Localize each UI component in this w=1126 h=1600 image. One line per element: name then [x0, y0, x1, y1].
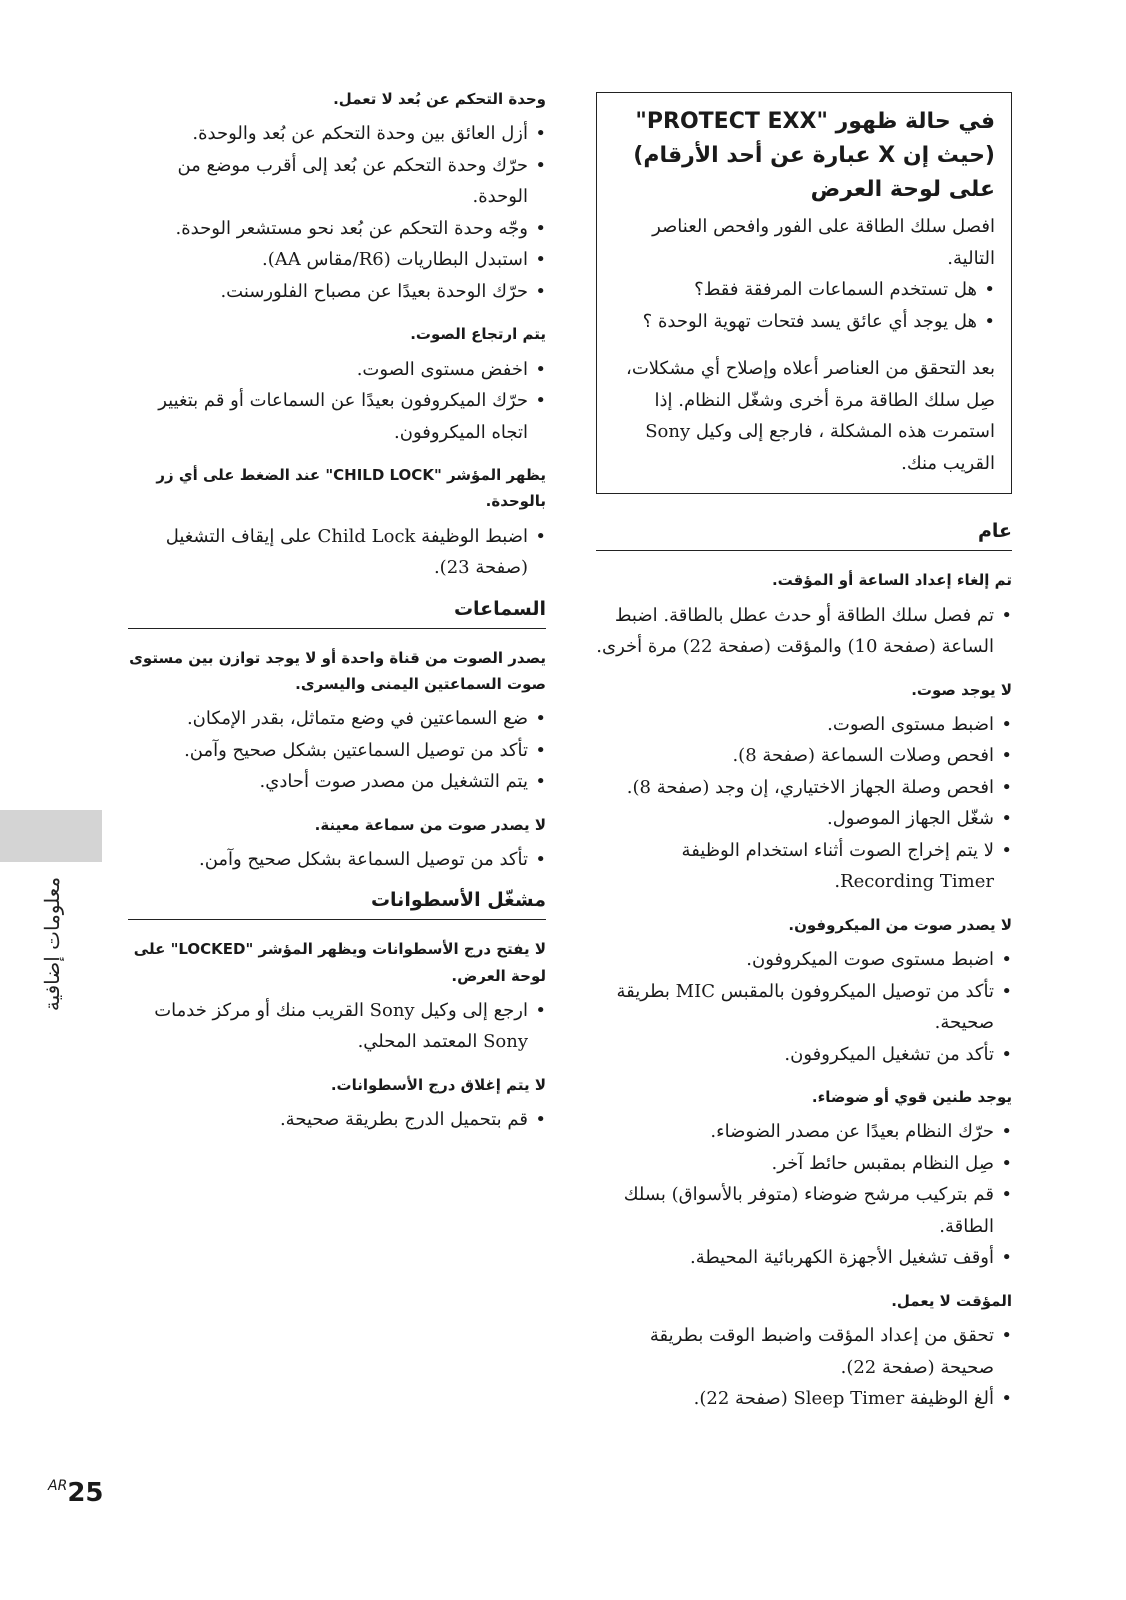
- list-item: • صِل النظام بمقبس حائط آخر.: [596, 1148, 1012, 1180]
- list-item: • أزل العائق بين وحدة التحكم عن بُعد والوحدة.: [128, 118, 546, 150]
- list-item: • تأكد من تشغيل الميكروفون.: [596, 1039, 1012, 1071]
- sub-heading: تم إلغاء إعداد الساعة أو المؤقت.: [771, 571, 1012, 590]
- sub-heading: يصدر الصوت من قناة واحدة أو لا يوجد توازن بين مستوى صوت السماعتين اليمنى واليسرى.: [129, 648, 546, 693]
- bullet-list: [128, 703, 546, 798]
- list-item: • حرّك الميكروفون بعيدًا عن السماعات أو قم بتغيير اتجاه الميكروفون.: [128, 385, 546, 448]
- sub-heading: يتم ارتجاع الصوت.: [410, 325, 546, 344]
- sub-heading: يظهر المؤشر "CHILD LOCK" عند الضغط على أي زر بالوحدة.: [156, 466, 546, 511]
- protect-box-intro: افصل سلك الطاقة على الفور وافحص العناصر التالية.: [652, 216, 995, 269]
- section-divider: [128, 919, 546, 920]
- protect-box-title: في حالة ظهور "PROTECT EXX" (حيث إن X عبارة عن أحد الأرقام) على لوحة العرض: [633, 109, 995, 203]
- list-item: • تأكد من توصيل السماعة بشكل صحيح وآمن.: [128, 844, 546, 876]
- list-item: • يتم التشغيل من مصدر صوت أحادي.: [128, 766, 546, 798]
- list-item: • تحقق من إعداد المؤقت واضبط الوقت بطريقة صحيحة (صفحة 22).: [596, 1320, 1012, 1383]
- protect-box-after: بعد التحقق من العناصر أعلاه وإصلاح أي مشكلات، صِل سلك الطاقة مرة أخرى وشغّل النظام. إذا استمرت هذه المشكلة ، فارجع إلى وكيل Sony القريب منك.: [626, 358, 995, 474]
- right-column: [596, 92, 1012, 1429]
- sub-heading: لا يفتح درج الأسطوانات ويظهر المؤشر "LOCKED" على لوحة العرض.: [133, 940, 546, 985]
- list-item: • حرّك النظام بعيدًا عن مصدر الضوضاء.: [596, 1116, 1012, 1148]
- protect-checks-list: [613, 274, 995, 337]
- list-item: • اخفض مستوى الصوت.: [128, 354, 546, 386]
- bullet-list: [128, 995, 546, 1058]
- sub-heading: وحدة التحكم عن بُعد لا تعمل.: [333, 90, 546, 108]
- bullet-list: [596, 944, 1012, 1070]
- bullet-list: [596, 709, 1012, 898]
- list-item: • اضبط مستوى صوت الميكروفون.: [596, 944, 1012, 976]
- sub-heading: لا يتم إغلاق درج الأسطوانات.: [330, 1075, 546, 1094]
- list-item: • شغّل الجهاز الموصول.: [596, 803, 1012, 835]
- list-item: • استبدل البطاريات (R6/مقاس AA).: [128, 244, 546, 276]
- list-item: • هل يوجد أي عائق يسد فتحات تهوية الوحدة ؟: [613, 306, 995, 338]
- bullet-list: [596, 1320, 1012, 1415]
- list-item: • قم بتحميل الدرج بطريقة صحيحة.: [128, 1104, 546, 1136]
- list-item: • هل تستخدم السماعات المرفقة فقط؟: [613, 274, 995, 306]
- bullet-list: [128, 844, 546, 876]
- protect-warning-box: [596, 92, 1012, 494]
- page-number: [48, 1478, 104, 1508]
- bullet-list: [128, 1104, 546, 1136]
- list-item: • قم بتركيب مرشح ضوضاء (متوفر بالأسواق) بسلك الطاقة.: [596, 1179, 1012, 1242]
- sub-heading: لا يوجد صوت.: [911, 680, 1012, 699]
- list-item: • اضبط الوظيفة Child Lock على إيقاف التشغيل (صفحة 23).: [128, 521, 546, 584]
- list-item: • حرّك الوحدة بعيدًا عن مصباح الفلورسنت.: [128, 276, 546, 308]
- bullet-list: [128, 521, 546, 584]
- list-item: • ألغ الوظيفة Sleep Timer (صفحة 22).: [596, 1383, 1012, 1415]
- section-title-disc-player: مشغّل الأسطوانات: [370, 889, 546, 912]
- sub-heading: لا يصدر صوت من الميكروفون.: [788, 915, 1012, 934]
- list-item: • تأكد من توصيل السماعتين بشكل صحيح وآمن.: [128, 735, 546, 767]
- bullet-list: [128, 118, 546, 307]
- page-number-value: 25: [67, 1478, 104, 1508]
- list-item: • تأكد من توصيل الميكروفون بالمقبس MIC بطريقة صحيحة.: [596, 976, 1012, 1039]
- list-item: • افحص وصلات السماعة (صفحة 8).: [596, 740, 1012, 772]
- side-section-tab: [0, 810, 102, 862]
- section-title-general: عام: [977, 520, 1012, 543]
- list-item: • لا يتم إخراج الصوت أثناء استخدام الوظيفة Recording Timer.: [596, 835, 1012, 898]
- left-column: [128, 86, 546, 1150]
- section-divider: [128, 628, 546, 629]
- section-divider: [596, 550, 1012, 551]
- sub-heading: لا يصدر صوت من سماعة معينة.: [314, 815, 546, 834]
- bullet-list: [596, 600, 1012, 663]
- list-item: • أوقف تشغيل الأجهزة الكهربائية المحيطة.: [596, 1242, 1012, 1274]
- side-section-label: معلومات إضافية: [40, 876, 64, 1012]
- list-item: • افحص وصلة الجهاز الاختياري، إن وجد (صفحة 8).: [596, 772, 1012, 804]
- sub-heading: يوجد طنين قوي أو ضوضاء.: [811, 1088, 1012, 1107]
- list-item: • ارجع إلى وكيل Sony القريب منك أو مركز خدمات Sony المعتمد المحلي.: [128, 995, 546, 1058]
- section-title-speakers: السماعات: [453, 597, 546, 620]
- list-item: • ضع السماعتين في وضع متماثل، بقدر الإمكان.: [128, 703, 546, 735]
- list-item: • وجّه وحدة التحكم عن بُعد نحو مستشعر الوحدة.: [128, 213, 546, 245]
- list-item: • حرّك وحدة التحكم عن بُعد إلى أقرب موضع من الوحدة.: [128, 150, 546, 213]
- bullet-list: [128, 354, 546, 449]
- sub-heading: المؤقت لا يعمل.: [891, 1291, 1012, 1310]
- list-item: • تم فصل سلك الطاقة أو حدث عطل بالطاقة. اضبط الساعة (صفحة 10) والمؤقت (صفحة 22) مرة أخرى.: [596, 600, 1012, 663]
- list-item: • اضبط مستوى الصوت.: [596, 709, 1012, 741]
- bullet-list: [596, 1116, 1012, 1274]
- page-prefix: AR: [48, 1478, 68, 1494]
